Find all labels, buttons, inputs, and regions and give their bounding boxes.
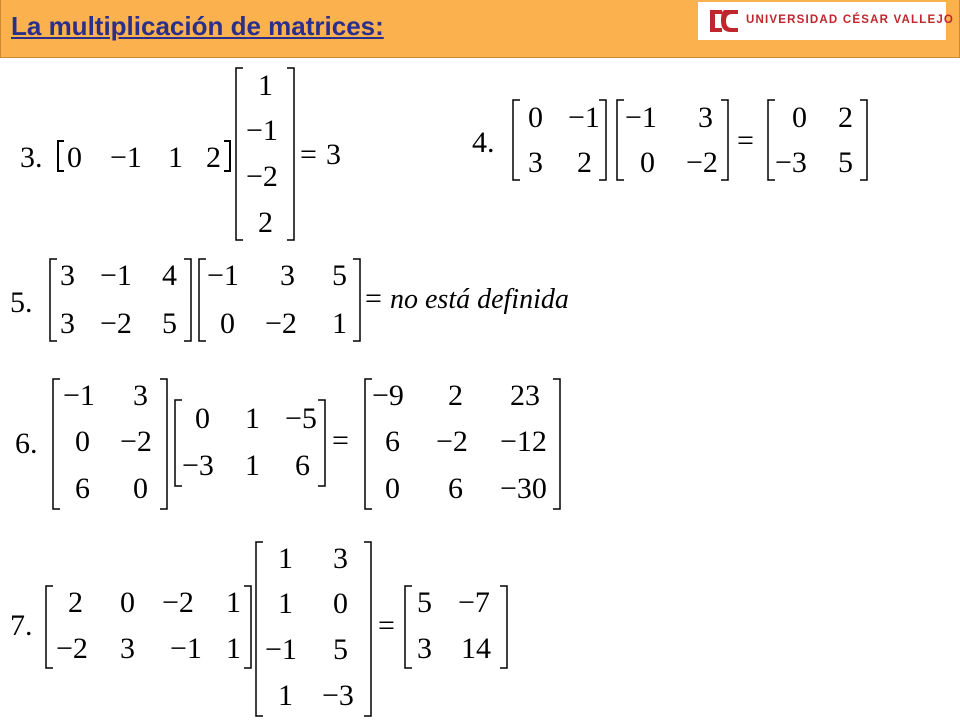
equals-sign: =: [365, 282, 382, 315]
matrix-cell: 1: [226, 586, 241, 619]
result-value: 3: [326, 138, 341, 171]
matrix-cell: −7: [458, 586, 490, 619]
left-bracket: [365, 379, 372, 509]
exercise-number: 5.: [10, 286, 33, 319]
matrix-cell: 0: [385, 472, 400, 505]
matrix-cell: −2: [162, 586, 194, 619]
left-bracket: [46, 586, 53, 668]
exercise-7: [10, 542, 507, 716]
matrix-cell: 1: [278, 542, 293, 575]
matrix-cell: −3: [182, 449, 214, 482]
right-bracket: [184, 259, 191, 341]
matrix-cell: 3: [333, 542, 348, 575]
matrix-cell: 14: [461, 632, 491, 665]
right-bracket: [860, 100, 867, 180]
left-bracket: [405, 586, 412, 668]
matrix-cell: −2: [120, 425, 152, 458]
matrix-cell: −1: [63, 379, 95, 412]
matrix-cell: 0: [640, 146, 655, 179]
exercise-5: [10, 259, 569, 341]
matrix-cell: 0: [528, 101, 543, 134]
left-bracket: [199, 259, 206, 341]
matrix-cell: 0: [333, 587, 348, 620]
page-title: La multiplicación de matrices:: [11, 11, 384, 41]
matrix-cell: −2: [246, 160, 278, 193]
matrix-cell: 1: [278, 679, 293, 712]
matrix-cell: 3: [280, 259, 295, 292]
matrix-cell: 0: [220, 307, 235, 340]
matrix-cell: −2: [100, 307, 132, 340]
result-text: no está definida: [390, 284, 569, 315]
exercise-number: 4.: [472, 126, 495, 159]
exercise-3: [20, 68, 341, 240]
matrix-cell: −2: [436, 425, 468, 458]
matrix-cell: 1: [332, 307, 347, 340]
right-bracket: [318, 400, 325, 486]
matrix-cell: 2: [448, 379, 463, 412]
matrix-cell: 0: [75, 425, 90, 458]
matrix-cell: 0: [792, 101, 807, 134]
matrix-cell: −2: [56, 632, 88, 665]
matrix-cell: 2: [206, 141, 221, 174]
equals-sign: =: [332, 424, 349, 457]
matrix-cell: 2: [68, 586, 83, 619]
right-bracket: [353, 259, 360, 341]
matrix-cell: −1: [246, 114, 278, 147]
matrix-cell: 2: [258, 206, 273, 239]
matrix-cell: −1: [568, 101, 600, 134]
matrix-cell: 3: [120, 632, 135, 665]
matrix-cell: −30: [500, 472, 547, 505]
left-bracket: [617, 100, 624, 180]
matrix-cell: 4: [162, 259, 177, 292]
right-bracket: [721, 100, 728, 180]
matrix-cell: 6: [385, 425, 400, 458]
left-bracket: [513, 100, 520, 180]
left-bracket: [256, 542, 263, 716]
equals-sign: =: [737, 124, 754, 157]
matrix-cell: 1: [278, 587, 293, 620]
exercise-4: [472, 100, 867, 180]
matrix-cell: 1: [245, 449, 260, 482]
matrix-cell: 1: [226, 632, 241, 665]
matrix-cell: 1: [245, 402, 260, 435]
left-bracket: [236, 68, 243, 240]
matrix-cell: −3: [775, 146, 807, 179]
matrix-cell: 23: [510, 379, 540, 412]
matrix-cell: 3: [133, 379, 148, 412]
matrix-cell: 3: [698, 101, 713, 134]
matrix-cell: −1: [100, 259, 132, 292]
matrix-cell: 5: [417, 586, 432, 619]
matrix-cell: 2: [838, 101, 853, 134]
logo-text: UNIVERSIDAD CÉSAR VALLEJO: [746, 14, 955, 26]
right-bracket: [287, 68, 294, 240]
equals-sign: =: [378, 609, 395, 642]
matrix-cell: 5: [333, 633, 348, 666]
matrix-cell: 3: [60, 307, 75, 340]
matrix-cell: 6: [295, 449, 310, 482]
matrix-cell: 3: [417, 632, 432, 665]
matrix-cell: −1: [207, 259, 239, 292]
exercise-number: 6.: [15, 427, 38, 460]
left-bracket: [50, 259, 57, 341]
matrix-cell: 1: [168, 141, 183, 174]
matrix-cell: 1: [258, 69, 273, 102]
right-bracket: [160, 379, 167, 509]
left-bracket: [175, 400, 182, 486]
matrix-cell: −1: [265, 633, 297, 666]
right-bracket: [364, 542, 371, 716]
right-bracket: [224, 141, 230, 171]
matrix-cell: 2: [577, 146, 592, 179]
matrix-cell: 0: [67, 141, 82, 174]
matrix-cell: 0: [195, 402, 210, 435]
left-bracket: [768, 100, 775, 180]
left-bracket: [58, 141, 64, 171]
matrix-cell: 6: [75, 472, 90, 505]
matrix-cell: −1: [625, 101, 657, 134]
matrix-cell: 5: [162, 307, 177, 340]
equals-sign: =: [300, 138, 317, 171]
matrix-cell: 5: [332, 259, 347, 292]
matrix-cell: −1: [170, 632, 202, 665]
exercise-6: [15, 379, 560, 509]
matrix-cell: 0: [120, 586, 135, 619]
matrix-cell: −9: [372, 379, 404, 412]
matrix-cell: 3: [528, 146, 543, 179]
matrix-cell: −2: [686, 146, 718, 179]
matrix-cell: −2: [265, 307, 297, 340]
matrix-cell: −5: [285, 402, 317, 435]
exercise-number: 3.: [20, 141, 43, 174]
exercise-number: 7.: [10, 609, 33, 642]
right-bracket: [244, 586, 251, 668]
right-bracket: [500, 586, 507, 668]
matrix-cell: −12: [500, 425, 547, 458]
left-bracket: [53, 379, 60, 509]
matrix-cell: 5: [838, 146, 853, 179]
right-bracket: [553, 379, 560, 509]
matrix-cell: 6: [448, 472, 463, 505]
matrix-cell: −1: [110, 141, 142, 174]
matrix-cell: −3: [322, 679, 354, 712]
right-bracket: [599, 100, 606, 180]
matrix-cell: 0: [133, 472, 148, 505]
matrix-cell: 3: [60, 259, 75, 292]
